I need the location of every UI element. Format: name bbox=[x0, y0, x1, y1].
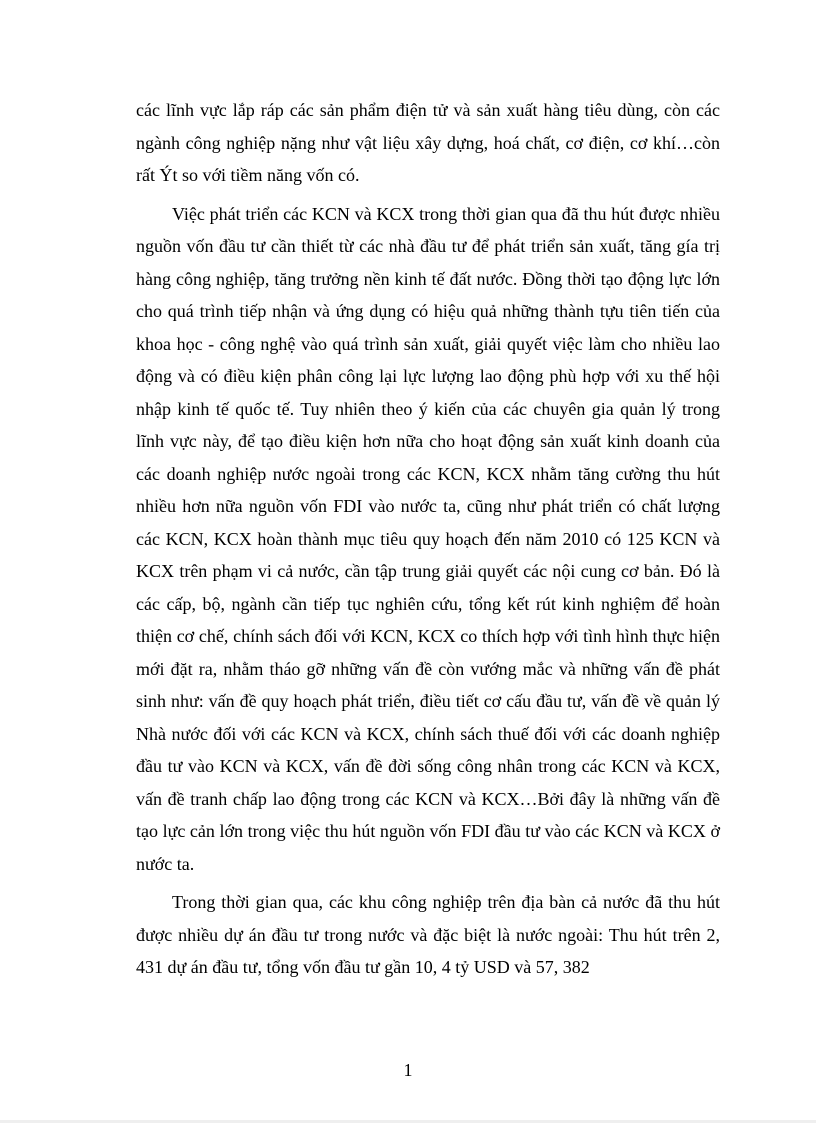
page-number: 1 bbox=[403, 1060, 413, 1080]
paragraph-kcn-kcx-development: Việc phát triển các KCN và KCX trong thời gian qua đã thu hút được nhiều nguồn vốn đầu tư cần thiết từ các nhà đầu tư để phát triển sản xuất, tăng gía trị hàng công nghiệp, tăng trưởng nền kinh tế đất nước. Đồng thời tạo động lực lớn cho quá trình tiếp nhận và ứng dụng có hiệu quả những thành tựu tiên tiến của khoa học - công nghệ vào quá trình sản xuất, giải quyết việc làm cho nhiều lao động và có điều kiện phân công lại lực lượng lao động phù hợp với xu thế hội nhập kinh tế quốc tế. Tuy nhiên theo ý kiến của các chuyên gia quản lý trong lĩnh vực này, để tạo điều kiện hơn nữa cho hoạt động sản xuất kinh doanh của các doanh nghiệp nước ngoài trong các KCN, KCX nhằm tăng cường thu hút nhiều hơn nữa nguồn vốn FDI vào nước ta, cũng như phát triển có chất lượng các KCN, KCX hoàn thành mục tiêu quy hoạch đến năm 2010 có 125 KCN và KCX trên phạm vi cả nước, cần tập trung giải quyết các nội cung cơ bản. Đó là các cấp, bộ, ngành cần tiếp tục nghiên cứu, tổng kết rút kinh nghiệm để hoàn thiện cơ chế, chính sách đối với KCN, KCX co thích hợp với tình hình thực hiện mới đặt ra, nhằm tháo gỡ những vấn đề còn vướng mắc và những vấn đề phát sinh như: vấn đề quy hoạch phát triển, điều tiết cơ cấu đầu tư, vấn đề về quản lý Nhà nước đối với các KCN và KCX, chính sách thuế đối với các doanh nghiệp đầu tư vào KCN và KCX, vấn đề đời sống công nhân trong các KCN và KCX, vấn đề tranh chấp lao động trong các KCN và KCX…Bởi đây là những vấn đề tạo lực cản lớn trong việc thu hút nguồn vốn FDI đầu tư vào các KCN và KCX ở nước ta. bbox=[136, 203, 720, 874]
paragraph-investment-attraction: Trong thời gian qua, các khu công nghiệp trên địa bàn cả nước đã thu hút được nhiều dự án đầu tư trong nước và đặc biệt là nước ngoài: Thu hút trên 2, 431 dự án đầu tư, tổng vốn đầu tư gần 10, 4 tỷ USD và 57, 382 bbox=[136, 892, 720, 977]
paragraph-continued: các lĩnh vực lắp ráp các sản phẩm điện tử và sản xuất hàng tiêu dùng, còn các ngành công nghiệp nặng như vật liệu xây dựng, hoá chất, cơ điện, cơ khí…còn rất Ýt so với tiềm năng vốn có. bbox=[136, 100, 720, 185]
body-text bbox=[136, 94, 720, 984]
